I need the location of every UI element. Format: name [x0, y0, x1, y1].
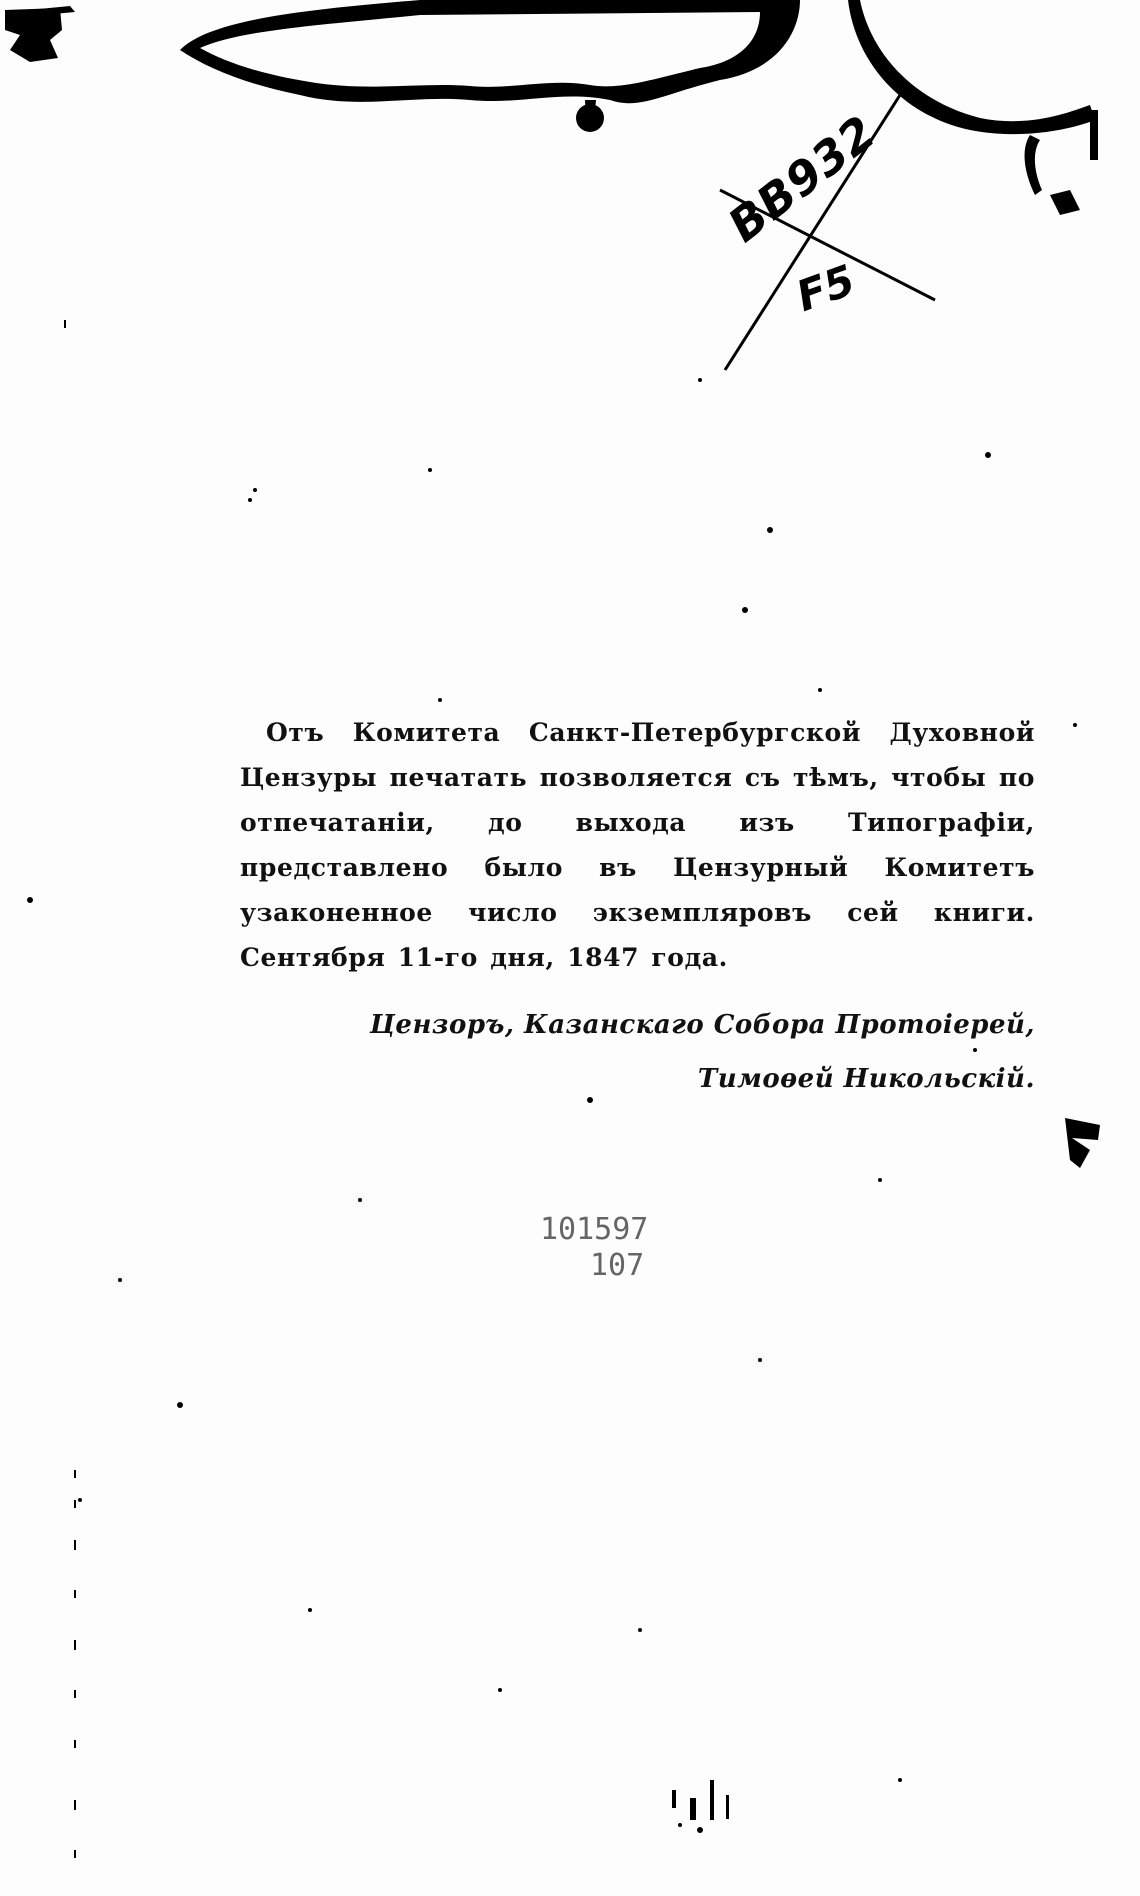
censorship-paragraph: Отъ Комитета Санкт-Петербургской Духовной Цензуры печатать позволяется съ тѣмъ, чтобы по отпечатаніи, до выхода изъ Типографіи, представлено было въ Цензурный Комитетъ узаконенное число экземпляровъ сей книги. Сентября 11-го дня, 1847 года. — [240, 718, 1035, 972]
shelfmark-sub: F5 — [790, 255, 862, 322]
bottom-smudge — [672, 1780, 729, 1833]
inventory-stamp — [540, 1212, 648, 1284]
inventory-stamp-line-2: 107 — [590, 1248, 645, 1283]
left-edge-dots — [64, 320, 76, 1858]
ink-stain-top-right — [848, 0, 1095, 134]
margin-mark-right — [1065, 1118, 1100, 1168]
inventory-stamp-line-1: 101597 — [540, 1212, 649, 1247]
censorship-note — [240, 710, 1035, 1106]
censor-signature-title: Цензоръ, Казанскаго Собора Протоіерей, — [369, 1010, 1035, 1040]
shelfmark-main: ВВ932 — [718, 104, 887, 253]
censor-signature-name: Тимоѳей Никольскій. — [697, 1064, 1035, 1094]
